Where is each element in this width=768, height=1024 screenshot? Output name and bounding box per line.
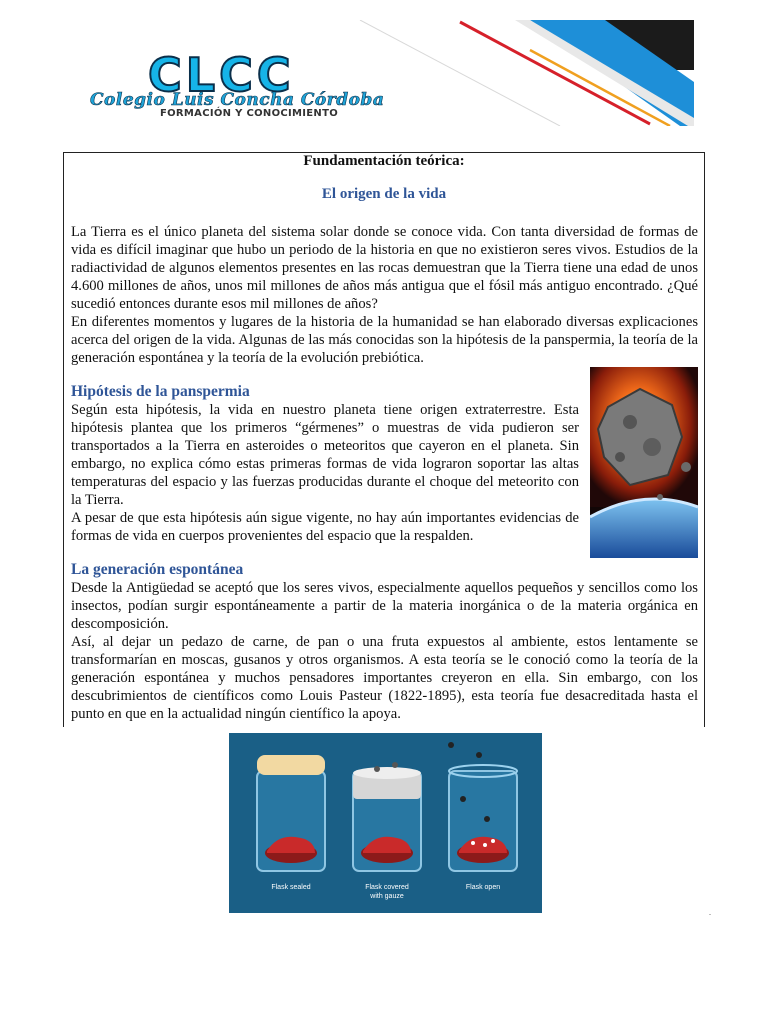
generacion-paragraph-1: Desde la Antigüedad se aceptó que los seres vivos, especialmente aquellos pequeños y sencillos como los insectos, podían surgir espontáneamente a partir de la materia inorgánica o de la materia orgánica en descomposición. — [71, 580, 698, 632]
document-subtitle: El origen de la vida — [321, 186, 447, 202]
content-frame — [63, 152, 705, 727]
section-heading-panspermia: Hipótesis de la panspermia — [71, 383, 250, 400]
flask-label-covered: Flask covered — [365, 884, 409, 891]
gray-line — [360, 20, 560, 126]
section-heading-generacion: La generación espontánea — [71, 561, 244, 578]
meteor-image — [590, 367, 698, 558]
intro-paragraph-2: En diferentes momentos y lugares de la historia de la humanidad se han elaborado diversas explicaciones acerca del origen de la vida. Algunas de las más conocidas son la hipótesis de la panspermia, la teoría de la generación espontánea y la teoría de la evolución prebiótica. — [71, 314, 698, 366]
footer-mark: . — [709, 908, 711, 917]
intro-paragraph-1: La Tierra es el único planeta del sistema solar donde se conoce vida. Con tanta diversidad de formas de vida es difícil imaginar que hubo un periodo de la historia en que no existieron seres vivos. Estudios de la radiactividad de algunos elementos presentes en las rocas demuestran que la Tierra tiene una edad de unos 4.600 millones de años, unos mil millones de años más antigua que el fósil más antiguo encontrado. ¿Qué sucedió entonces durante esos mil millones de años? — [71, 224, 698, 312]
logo-script-text: Colegio Luis Concha Córdoba — [90, 90, 385, 110]
logo-tagline: FORMACIÓN Y CONOCIMIENTO — [160, 108, 339, 119]
header-banner — [60, 20, 694, 126]
flask-sealed — [257, 755, 325, 871]
document-title: Fundamentación teórica: — [303, 153, 465, 169]
flask-label-sealed: Flask sealed — [271, 884, 311, 891]
flask-gauze — [353, 762, 421, 871]
panspermia-paragraph-1: Según esta hipótesis, la vida en nuestro planeta tiene origen extraterrestre. Esta hipótesis plantea que los primeros “gérmenes” o muestras de vida pudieron ser transportados a la Tierra en asteroides o meteoritos que cayeron en el planeta. Sin embargo, no explica cómo estas primeras formas de vida lograron soportar las altas temperaturas del espacio y las fuerzas producidas durante el choque del meteorito con la Tierra. — [71, 402, 579, 508]
flask-label-covered-line2: with gauze — [370, 893, 404, 900]
pasteur-flask-illustration — [229, 733, 542, 913]
logo-main-text: CLCC — [148, 48, 295, 102]
flask-label-open: Flask open — [465, 884, 501, 891]
panspermia-paragraph-2: A pesar de que esta hipótesis aún sigue vigente, no hay aún importantes evidencias de formas de vida en cuerpos provenientes del espacio que la respalden. — [71, 510, 579, 544]
generacion-paragraph-2: Así, al dejar un pedazo de carne, de pan o una fruta expuestos al ambiente, estos lentamente se transformarían en moscas, gusanos y otros organismos. A esta teoría se le conoció como la teoría de la generación espontánea y muchos pensadores importantes creyeron en ella. Sin embargo, con los descubrimientos de científicos como Louis Pasteur (1822-1895), esta teoría fue desacreditada hasta el punto en que en la actualidad ningún científico la apoya. — [71, 634, 698, 722]
